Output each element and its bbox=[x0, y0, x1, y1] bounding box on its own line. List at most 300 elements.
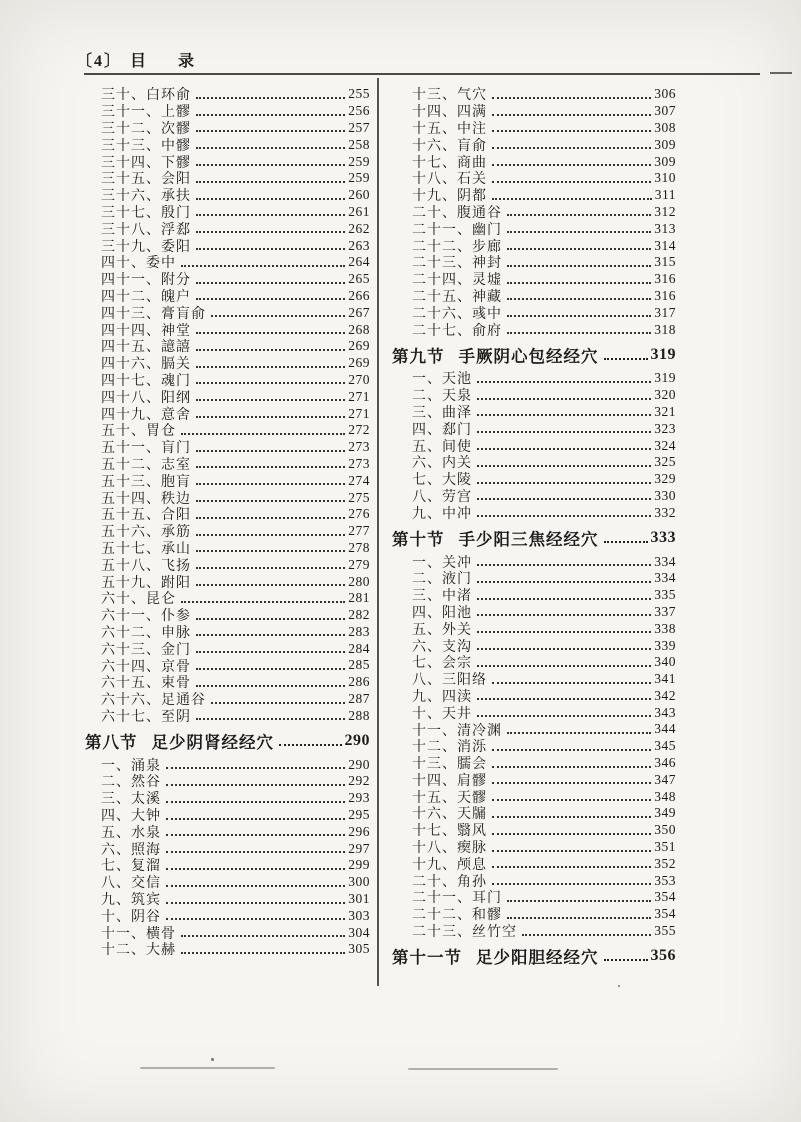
dot-leader bbox=[492, 826, 651, 835]
toc-section-number: 第十一节 bbox=[392, 948, 462, 968]
toc-page-number: 301 bbox=[348, 891, 370, 907]
dot-leader bbox=[492, 859, 651, 868]
toc-page-number: 259 bbox=[348, 153, 370, 169]
toc-item-label: 三十四、下髎 bbox=[101, 155, 191, 171]
toc-item-label: 五、外关 bbox=[412, 622, 472, 638]
dot-leader bbox=[196, 275, 345, 284]
toc-page-number: 290 bbox=[348, 756, 370, 772]
toc-item-label: 十二、消泺 bbox=[412, 740, 487, 756]
column-divider bbox=[377, 78, 379, 986]
toc-item-label: 五十四、秩边 bbox=[101, 491, 191, 507]
toc-item-label: 二、然谷 bbox=[101, 775, 161, 791]
toc-page-number: 262 bbox=[348, 220, 370, 236]
toc-item-label: 九、筑宾 bbox=[101, 893, 161, 909]
dot-leader bbox=[477, 407, 651, 416]
toc-item-label: 五十、胃仓 bbox=[101, 424, 176, 440]
toc-item-label: 六十五、束骨 bbox=[101, 676, 191, 692]
dot-leader bbox=[492, 775, 651, 784]
toc-page-number: 309 bbox=[654, 153, 676, 169]
toc-item-label: 五、间使 bbox=[412, 439, 472, 455]
toc-entry bbox=[392, 504, 676, 521]
dot-leader bbox=[477, 691, 651, 700]
toc-item-label bbox=[85, 729, 274, 753]
toc-item-label: 四十七、魂门 bbox=[101, 373, 191, 389]
toc-page-number: 276 bbox=[348, 506, 370, 522]
toc-page-number: 260 bbox=[348, 187, 370, 203]
toc-item-label: 十四、肩髎 bbox=[412, 773, 487, 789]
toc-item-label: 十八、石关 bbox=[412, 172, 487, 188]
toc-page-number: 255 bbox=[348, 86, 370, 102]
toc-item-label: 六十四、京骨 bbox=[101, 659, 191, 675]
toc-item-label: 十九、颅息 bbox=[412, 857, 487, 873]
toc-item-label: 二十四、灵墟 bbox=[412, 273, 502, 289]
toc-page-number: 261 bbox=[348, 203, 370, 219]
toc-page-number: 271 bbox=[348, 405, 370, 421]
toc-page-number: 354 bbox=[654, 906, 676, 922]
scan-noise-dot bbox=[618, 985, 620, 987]
toc-item-label: 九、四渎 bbox=[412, 689, 472, 705]
toc-item-label: 七、大陵 bbox=[412, 473, 472, 489]
dot-leader bbox=[196, 191, 345, 200]
toc-section-title: 手厥阴心包经经穴 bbox=[458, 346, 599, 366]
toc-page-number: 278 bbox=[348, 539, 370, 555]
toc-page-number: 323 bbox=[654, 420, 676, 436]
toc-page-number: 300 bbox=[348, 874, 370, 890]
dot-leader bbox=[166, 861, 345, 870]
toc-item-label: 十三、气穴 bbox=[412, 88, 487, 104]
toc-page-number: 277 bbox=[348, 523, 370, 539]
toc-page-number: 316 bbox=[654, 271, 676, 287]
toc-item-label: 三、曲泽 bbox=[412, 405, 472, 421]
toc-page-number: 334 bbox=[654, 570, 676, 586]
dot-leader bbox=[507, 893, 651, 902]
toc-page-number: 272 bbox=[348, 422, 370, 438]
toc-item-label: 四、大钟 bbox=[101, 809, 161, 825]
dot-leader bbox=[181, 426, 345, 435]
toc-item-label: 五十七、承山 bbox=[101, 541, 191, 557]
dot-leader bbox=[604, 350, 648, 360]
toc-item-label: 五十二、志室 bbox=[101, 457, 191, 473]
dot-leader bbox=[196, 174, 345, 183]
dot-leader bbox=[477, 557, 651, 566]
page-header bbox=[76, 48, 208, 71]
toc-item-label: 四十二、魄户 bbox=[101, 289, 191, 305]
dot-leader bbox=[492, 90, 651, 99]
dot-leader bbox=[181, 258, 345, 267]
dot-leader bbox=[477, 641, 651, 650]
toc-page-number: 259 bbox=[348, 170, 370, 186]
toc-page-number: 345 bbox=[654, 738, 676, 754]
toc-section-header bbox=[392, 342, 676, 368]
dot-leader bbox=[196, 107, 345, 116]
dot-leader bbox=[507, 258, 651, 267]
dot-leader bbox=[604, 951, 648, 961]
toc-item-label: 二十六、彧中 bbox=[412, 306, 502, 322]
toc-item-label: 二、液门 bbox=[412, 572, 472, 588]
toc-page-number: 337 bbox=[654, 603, 676, 619]
header-rule-segment bbox=[770, 72, 792, 74]
dot-leader bbox=[507, 291, 651, 300]
dot-leader bbox=[196, 90, 345, 99]
toc-item-label: 三十、白环俞 bbox=[101, 88, 191, 104]
toc-item-label: 二十二、步廊 bbox=[412, 239, 502, 255]
toc-item-label: 二十三、神封 bbox=[412, 256, 502, 272]
toc-item-label: 十五、中注 bbox=[412, 122, 487, 137]
toc-page-number: 285 bbox=[348, 657, 370, 673]
toc-page-number: 320 bbox=[654, 387, 676, 403]
toc-page-number: 338 bbox=[654, 620, 676, 636]
toc-item-label: 十五、天髎 bbox=[412, 790, 487, 806]
toc-page-number: 299 bbox=[348, 857, 370, 873]
toc-item-label: 七、复溜 bbox=[101, 859, 161, 875]
dot-leader bbox=[477, 424, 651, 433]
toc-page-number: 355 bbox=[654, 923, 676, 939]
toc-page-number: 353 bbox=[654, 872, 676, 888]
toc-item-label bbox=[392, 526, 599, 550]
toc-page-number: 306 bbox=[654, 86, 676, 102]
toc-item-label: 十、阴谷 bbox=[101, 909, 161, 925]
toc-item-label: 四十八、阳纲 bbox=[101, 390, 191, 406]
toc-right-column bbox=[392, 86, 676, 971]
toc-item-label: 二十、腹通谷 bbox=[412, 205, 502, 221]
dot-leader bbox=[196, 627, 345, 636]
toc-page-number: 286 bbox=[348, 674, 370, 690]
toc-section-header bbox=[392, 943, 676, 969]
toc-item-label: 十四、四满 bbox=[412, 105, 487, 121]
toc-item-label: 四十五、譩譆 bbox=[101, 340, 191, 356]
page-title: 目 录 bbox=[130, 53, 209, 70]
dot-leader bbox=[196, 443, 345, 452]
toc-page-number: 281 bbox=[348, 590, 370, 606]
toc-page-number: 341 bbox=[654, 671, 676, 687]
dot-leader bbox=[166, 911, 345, 920]
dot-leader bbox=[196, 611, 345, 620]
toc-page-number: 271 bbox=[348, 388, 370, 404]
toc-item-label: 五十三、胞肓 bbox=[101, 474, 191, 490]
dot-leader bbox=[196, 342, 345, 351]
dot-leader bbox=[477, 374, 651, 383]
dot-leader bbox=[196, 224, 345, 233]
toc-item-label: 一、天池 bbox=[412, 372, 472, 388]
dot-leader bbox=[196, 661, 345, 670]
toc-page-number: 347 bbox=[654, 771, 676, 787]
toc-item-label: 十七、翳风 bbox=[412, 824, 487, 840]
toc-item-label: 六、照海 bbox=[101, 842, 161, 858]
toc-item-label: 五十五、合阳 bbox=[101, 508, 191, 524]
toc-page-number: 256 bbox=[348, 103, 370, 119]
dot-leader bbox=[492, 759, 651, 768]
toc-page-number: 349 bbox=[654, 805, 676, 821]
toc-item-label: 十七、商曲 bbox=[412, 155, 487, 171]
toc-entry bbox=[392, 923, 676, 940]
toc-page-number: 332 bbox=[654, 504, 676, 520]
dot-leader bbox=[196, 577, 345, 586]
toc-item-label: 七、会宗 bbox=[412, 656, 472, 672]
toc-page-number: 321 bbox=[654, 403, 676, 419]
toc-item-label: 四十三、膏肓俞 bbox=[101, 306, 206, 322]
dot-leader bbox=[211, 695, 345, 704]
toc-item-label: 三十二、次髎 bbox=[101, 122, 191, 137]
toc-item-label: 一、涌泉 bbox=[101, 758, 161, 774]
toc-item-label: 十六、肓俞 bbox=[412, 138, 487, 154]
toc-page-number: 334 bbox=[654, 553, 676, 569]
dot-leader bbox=[492, 876, 651, 885]
toc-item-label: 二十一、耳门 bbox=[412, 891, 502, 907]
toc-item-label: 十九、阴都 bbox=[412, 189, 487, 205]
toc-page-number: 329 bbox=[654, 471, 676, 487]
dot-leader bbox=[196, 459, 345, 468]
dot-leader bbox=[492, 792, 651, 801]
toc-item-label: 六十三、金门 bbox=[101, 642, 191, 658]
dot-leader bbox=[492, 157, 651, 166]
dot-leader bbox=[196, 644, 345, 653]
toc-item-label: 二十三、丝竹空 bbox=[412, 925, 517, 941]
toc-page-number: 258 bbox=[348, 136, 370, 152]
toc-page-number: 269 bbox=[348, 338, 370, 354]
dot-leader bbox=[166, 844, 345, 853]
toc-page-number: 354 bbox=[654, 889, 676, 905]
toc-page-number: 335 bbox=[654, 587, 676, 603]
toc-item-label: 四十六、膈关 bbox=[101, 357, 191, 373]
toc-page-number: 313 bbox=[654, 220, 676, 236]
toc-page-number: 319 bbox=[650, 345, 676, 363]
dot-leader bbox=[477, 491, 651, 500]
toc-item-label: 五十六、承筋 bbox=[101, 525, 191, 541]
toc-page-number: 268 bbox=[348, 321, 370, 337]
dot-leader bbox=[166, 827, 345, 836]
toc-item-label: 六十六、足通谷 bbox=[101, 693, 206, 709]
toc-item-label: 六、支沟 bbox=[412, 639, 472, 655]
toc-section-number: 第九节 bbox=[392, 346, 445, 366]
dot-leader bbox=[492, 140, 651, 149]
toc-page-number: 265 bbox=[348, 271, 370, 287]
toc-item-label bbox=[392, 944, 599, 968]
dot-leader bbox=[196, 711, 345, 720]
dot-leader bbox=[507, 308, 651, 317]
toc-item-label: 十三、臑会 bbox=[412, 757, 487, 773]
toc-item-label bbox=[392, 343, 599, 367]
toc-page-number: 280 bbox=[348, 573, 370, 589]
toc-item-label: 二、天泉 bbox=[412, 389, 472, 405]
toc-page-number: 273 bbox=[348, 455, 370, 471]
dot-leader bbox=[477, 591, 651, 600]
toc-page-number: 314 bbox=[654, 237, 676, 253]
toc-page-number: 305 bbox=[348, 941, 370, 957]
toc-page-number: 325 bbox=[654, 454, 676, 470]
toc-page-number: 287 bbox=[348, 691, 370, 707]
toc-page-number: 333 bbox=[650, 529, 676, 547]
toc-item-label: 五十八、飞扬 bbox=[101, 558, 191, 574]
dot-leader bbox=[279, 736, 342, 746]
toc-page-number: 312 bbox=[654, 203, 676, 219]
toc-page-number: 324 bbox=[654, 437, 676, 453]
dot-leader bbox=[196, 527, 345, 536]
dot-leader bbox=[492, 123, 651, 132]
toc-section-number: 第十节 bbox=[392, 530, 445, 550]
toc-page-number: 351 bbox=[654, 839, 676, 855]
scan-artifact bbox=[408, 1068, 558, 1070]
page-number-label: 〔4〕 bbox=[76, 53, 123, 70]
dot-leader bbox=[477, 607, 651, 616]
toc-page-number: 316 bbox=[654, 287, 676, 303]
scan-noise-dot bbox=[211, 1058, 214, 1061]
toc-item-label: 九、中冲 bbox=[412, 506, 472, 522]
toc-item-label: 六十二、申脉 bbox=[101, 625, 191, 641]
dot-leader bbox=[492, 809, 651, 818]
dot-leader bbox=[196, 493, 345, 502]
toc-item-label: 二十七、俞府 bbox=[412, 323, 502, 339]
dot-leader bbox=[196, 325, 345, 334]
toc-item-label: 四、郄门 bbox=[412, 422, 472, 438]
header-rule bbox=[84, 73, 760, 75]
toc-item-label: 四十、委中 bbox=[101, 256, 176, 272]
toc-page-number: 290 bbox=[344, 732, 370, 750]
toc-page-number: 344 bbox=[654, 721, 676, 737]
toc-page-number: 310 bbox=[654, 170, 676, 186]
toc-page-number: 283 bbox=[348, 623, 370, 639]
dot-leader bbox=[477, 574, 651, 583]
dot-leader bbox=[507, 275, 651, 284]
dot-leader bbox=[522, 927, 651, 936]
toc-page-number: 295 bbox=[348, 807, 370, 823]
toc-page-number: 317 bbox=[654, 304, 676, 320]
toc-item-label: 三十六、承扶 bbox=[101, 189, 191, 205]
dot-leader bbox=[492, 675, 651, 684]
toc-item-label: 六、内关 bbox=[412, 456, 472, 472]
toc-item-label: 三十五、会阳 bbox=[101, 172, 191, 188]
dot-leader bbox=[477, 624, 651, 633]
toc-page-number: 304 bbox=[348, 924, 370, 940]
toc-item-label: 四、阳池 bbox=[412, 605, 472, 621]
dot-leader bbox=[196, 409, 345, 418]
dot-leader bbox=[492, 191, 652, 200]
dot-leader bbox=[507, 325, 651, 334]
toc-item-label: 五十九、跗阳 bbox=[101, 575, 191, 591]
dot-leader bbox=[181, 928, 345, 937]
toc-item-label: 五十一、肓门 bbox=[101, 441, 191, 457]
dot-leader bbox=[492, 843, 651, 852]
toc-entry bbox=[392, 321, 676, 338]
dot-leader bbox=[196, 476, 345, 485]
toc-item-label: 三十八、浮郄 bbox=[101, 222, 191, 238]
toc-left-column bbox=[85, 86, 370, 958]
toc-item-label: 二十二、和髎 bbox=[412, 908, 502, 924]
toc-item-label: 四十四、神堂 bbox=[101, 323, 191, 339]
toc-page-number: 318 bbox=[654, 321, 676, 337]
dot-leader bbox=[507, 725, 651, 734]
dot-leader bbox=[196, 375, 345, 384]
toc-page-number: 284 bbox=[348, 640, 370, 656]
dot-leader bbox=[196, 123, 345, 132]
toc-page-number: 273 bbox=[348, 439, 370, 455]
toc-page-number: 293 bbox=[348, 790, 370, 806]
toc-page-number: 296 bbox=[348, 823, 370, 839]
dot-leader bbox=[211, 308, 345, 317]
dot-leader bbox=[477, 458, 651, 467]
toc-page-number: 303 bbox=[348, 907, 370, 923]
toc-page-number: 266 bbox=[348, 287, 370, 303]
dot-leader bbox=[196, 678, 345, 687]
toc-section-title: 足少阳胆经经穴 bbox=[476, 948, 599, 968]
dot-leader bbox=[477, 658, 651, 667]
toc-section-header bbox=[392, 525, 676, 551]
toc-item-label: 二十、角孙 bbox=[412, 874, 487, 890]
toc-page-number: 315 bbox=[654, 254, 676, 270]
dot-leader bbox=[166, 811, 345, 820]
dot-leader bbox=[166, 760, 345, 769]
toc-page-number: 263 bbox=[348, 237, 370, 253]
toc-item-label: 五、水泉 bbox=[101, 825, 161, 841]
dot-leader bbox=[492, 174, 651, 183]
toc-page-number: 269 bbox=[348, 355, 370, 371]
dot-leader bbox=[196, 560, 345, 569]
dot-leader bbox=[507, 207, 651, 216]
toc-item-label: 三十九、委阳 bbox=[101, 239, 191, 255]
dot-leader bbox=[477, 475, 651, 484]
toc-page-number: 356 bbox=[650, 947, 676, 965]
dot-leader bbox=[477, 708, 651, 717]
dot-leader bbox=[166, 777, 345, 786]
toc-page-number: 311 bbox=[654, 187, 676, 203]
toc-page-number: 297 bbox=[348, 840, 370, 856]
dot-leader bbox=[604, 533, 648, 543]
toc-page-number: 308 bbox=[654, 119, 676, 135]
dot-leader bbox=[196, 157, 345, 166]
toc-page-number: 267 bbox=[348, 304, 370, 320]
toc-page-number: 257 bbox=[348, 119, 370, 135]
toc-section-title: 足少阴肾经经穴 bbox=[151, 733, 274, 753]
toc-page-number: 330 bbox=[654, 487, 676, 503]
toc-entry bbox=[85, 707, 370, 724]
toc-item-label: 十二、大赫 bbox=[101, 943, 176, 959]
toc-item-label: 六十、昆仑 bbox=[101, 592, 176, 608]
toc-page-number: 339 bbox=[654, 637, 676, 653]
toc-page-number: 279 bbox=[348, 556, 370, 572]
toc-page-number: 275 bbox=[348, 489, 370, 505]
toc-item-label: 四十九、意舍 bbox=[101, 407, 191, 423]
toc-section-title: 手少阳三焦经经穴 bbox=[458, 530, 599, 550]
toc-item-label: 三、中渚 bbox=[412, 589, 472, 605]
toc-page-number: 292 bbox=[348, 773, 370, 789]
toc-item-label: 八、交信 bbox=[101, 876, 161, 892]
toc-section-number: 第八节 bbox=[85, 733, 138, 753]
dot-leader bbox=[507, 224, 651, 233]
toc-item-label: 二十一、幽门 bbox=[412, 222, 502, 238]
dot-leader bbox=[492, 107, 651, 116]
dot-leader bbox=[477, 508, 651, 517]
toc-item-label: 三、太溪 bbox=[101, 792, 161, 808]
toc-page-number: 343 bbox=[654, 704, 676, 720]
toc-item-label: 十一、清冷渊 bbox=[412, 723, 502, 739]
dot-leader bbox=[492, 742, 651, 751]
toc-item-label: 十、天井 bbox=[412, 706, 472, 722]
toc-item-label: 三十三、中髎 bbox=[101, 138, 191, 154]
toc-item-label: 十八、瘈脉 bbox=[412, 841, 487, 857]
toc-page-number: 346 bbox=[654, 755, 676, 771]
toc-page-number: 340 bbox=[654, 654, 676, 670]
dot-leader bbox=[507, 910, 651, 919]
dot-leader bbox=[196, 392, 345, 401]
toc-page-number: 342 bbox=[654, 687, 676, 703]
toc-page-number: 350 bbox=[654, 822, 676, 838]
dot-leader bbox=[166, 895, 345, 904]
toc-item-label: 三十一、上髎 bbox=[101, 105, 191, 121]
dot-leader bbox=[166, 794, 345, 803]
toc-page-number: 264 bbox=[348, 254, 370, 270]
toc-item-label: 十六、天牖 bbox=[412, 807, 487, 823]
dot-leader bbox=[181, 594, 345, 603]
toc-page-number: 319 bbox=[654, 370, 676, 386]
